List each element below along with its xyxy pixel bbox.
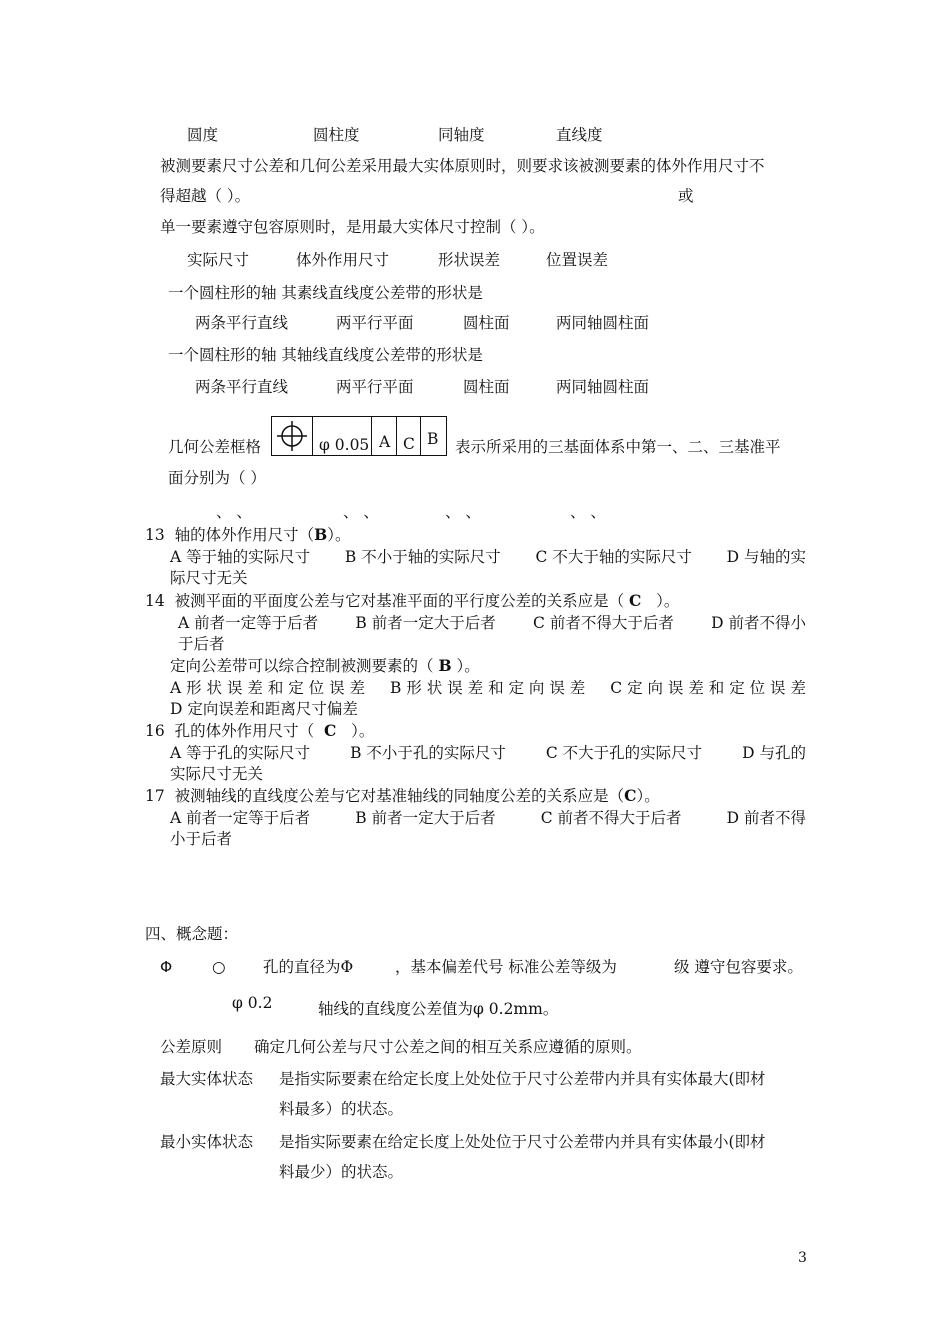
question-text: 被测平面的平面度公差与它对基准平面的平行度公差的关系应是（ (174, 592, 625, 610)
option-b: B 形 状 误 差 和 定 向 误 差 (390, 679, 586, 697)
frame-symbol-cell (272, 417, 313, 455)
question-14-stem (145, 591, 679, 611)
option-coaxial-cylinders: 两同轴圆柱面 (556, 314, 650, 332)
option-a: A 等于孔的实际尺寸 (170, 744, 311, 762)
answer: B (438, 656, 452, 675)
option-b: B 不小于孔的实际尺寸 (350, 744, 506, 762)
concept-line2-text: 轴线的直线度公差值为φ 0.2mm。 (318, 1000, 559, 1018)
question-13-continuation: 际尺寸无关 (170, 569, 248, 587)
option-coaxiality: 同轴度 (438, 126, 485, 144)
question-15-continuation: D 定向误差和距离尺寸偏差 (170, 700, 358, 718)
question-14-options (178, 613, 806, 633)
question-17-options (170, 808, 806, 828)
frame-datum-c: C (403, 435, 415, 453)
question-number: 13 (145, 526, 165, 544)
option-a: A 前者一定等于后者 (170, 809, 311, 827)
frame-datum-b: B (427, 430, 439, 448)
option-b: B 不小于轴的实际尺寸 (344, 548, 501, 566)
tolerance-frame (271, 416, 447, 456)
option-a: A 形 状 误 差 和 定 位 误 差 (170, 679, 366, 697)
frame-tolerance: φ 0.05 (319, 436, 370, 454)
straightness-tolerance-value: φ 0.2 (232, 994, 273, 1012)
option-d: D 与轴的实 (726, 548, 806, 566)
concept-line1-text: 孔的直径为Φ (263, 958, 354, 976)
frame-option-b: 、 、 (343, 503, 379, 521)
definition-mmc-cont: 料最多）的状态。 (279, 1100, 404, 1118)
option-two-parallel-planes: 两平行平面 (336, 314, 414, 332)
question-15-options (170, 678, 806, 698)
frame-option-d: 、 、 (570, 503, 606, 521)
frame-option-a: 、 、 (216, 503, 252, 521)
answer: C (629, 591, 642, 610)
question-text: 定向公差带可以综合控制被测要素的（ (170, 657, 434, 675)
phi-symbol: Φ (160, 958, 173, 976)
question-text: 轴的体外作用尺寸（ (174, 526, 315, 544)
answer: C (624, 786, 637, 805)
option-cylindricity: 圆柱度 (313, 126, 360, 144)
question-text-end: ）。 (327, 526, 351, 544)
question-number: 16 (145, 722, 165, 740)
option-position-error: 位置误差 (546, 251, 609, 269)
question-mmc-line2: 得超越（ ）。 (160, 187, 251, 205)
frame-datum-c-cell (397, 417, 421, 455)
question-16-options (170, 743, 806, 763)
page-number: 3 (798, 1250, 807, 1266)
question-15-stem (170, 656, 480, 676)
envelope-circle-icon: ○ (212, 958, 226, 976)
definition-mmc: 是指实际要素在给定长度上处处位于尺寸公差带内并具有实体最大(即材 (279, 1070, 766, 1088)
definition-lmc-cont: 料最少）的状态。 (279, 1163, 404, 1181)
question-13-stem (145, 525, 350, 545)
option-coaxial-cylinders: 两同轴圆柱面 (556, 378, 650, 396)
question-envelope-line: 单一要素遵守包容原则时，是用最大实体尺寸控制（ ）。 (160, 218, 545, 236)
frame-tolerance-cell (313, 417, 372, 455)
question-16-stem (145, 721, 374, 741)
question-14-continuation: 于后者 (178, 635, 225, 653)
question-13-options (170, 547, 806, 567)
frame-prefix: 几何公差框格 (168, 438, 262, 456)
option-two-parallel-planes: 两平行平面 (336, 378, 414, 396)
answer: C (323, 721, 337, 740)
option-straightness: 直线度 (556, 126, 603, 144)
concept-line1-mid: ，基本偏差代号 标准公差等级为 (395, 958, 617, 976)
question-17-continuation: 小于后者 (170, 830, 233, 848)
option-a: A 等于轴的实际尺寸 (170, 548, 311, 566)
question-text: 孔的体外作用尺寸（ (174, 722, 315, 740)
option-c: C 前者不得大于后者 (533, 614, 674, 632)
option-cylinder: 圆柱面 (463, 378, 510, 396)
option-a: A 前者一定等于后者 (178, 614, 319, 632)
question-text: 被测轴线的直线度公差与它对基准轴线的同轴度公差的关系应是（ (174, 787, 625, 805)
position-icon (272, 417, 312, 455)
definition-tolerance-principle: 确定几何公差与尺寸公差之间的相互关系应遵循的原则。 (254, 1038, 642, 1056)
option-c: C 定 向 误 差 和 定 位 误 差 (610, 679, 806, 697)
question-element-line: 一个圆柱形的轴 其素线直线度公差带的形状是 (168, 284, 483, 302)
option-c: C 前者不得大于后者 (540, 809, 682, 827)
frame-datum-a-cell (372, 417, 397, 455)
question-text-end: ）。 (456, 657, 480, 675)
concept-line1-end: 级 遵守包容要求。 (674, 958, 803, 976)
option-d: D 前者不得小 (711, 614, 806, 632)
question-mmc-or: 或 (678, 187, 694, 205)
option-virtual-size: 体外作用尺寸 (296, 251, 390, 269)
option-two-parallel-lines: 两条平行直线 (195, 314, 289, 332)
term-tolerance-principle: 公差原则 (160, 1038, 223, 1056)
question-mmc-line1: 被测要素尺寸公差和几何公差采用最大实体原则时，则要求该被测要素的体外作用尺寸不 (160, 157, 765, 175)
definition-lmc: 是指实际要素在给定长度上处处位于尺寸公差带内并具有实体最小(即材 (279, 1133, 766, 1151)
option-form-error: 形状误差 (438, 251, 501, 269)
option-actual-size: 实际尺寸 (187, 251, 250, 269)
frame-line2: 面分别为（ ） (168, 469, 266, 487)
option-b: B 前者一定大于后者 (355, 614, 496, 632)
question-number: 14 (145, 592, 165, 610)
term-lmc: 最小实体状态 (160, 1133, 254, 1151)
question-text-end: ）。 (351, 722, 375, 740)
question-16-continuation: 实际尺寸无关 (170, 765, 264, 783)
option-c: C 不大于轴的实际尺寸 (535, 548, 692, 566)
option-cylinder: 圆柱面 (463, 314, 510, 332)
option-b: B 前者一定大于后者 (355, 809, 496, 827)
frame-datum-a: A (379, 433, 391, 451)
option-roundness: 圆度 (187, 126, 219, 144)
term-mmc: 最大实体状态 (160, 1070, 254, 1088)
answer: B (314, 525, 328, 544)
option-c: C 不大于孔的实际尺寸 (545, 744, 703, 762)
question-number: 17 (145, 787, 165, 805)
option-d: D 前者不得 (726, 809, 806, 827)
frame-datum-b-cell (421, 417, 446, 455)
frame-option-c: 、 、 (445, 503, 481, 521)
question-17-stem (145, 786, 660, 806)
question-axis-line: 一个圆柱形的轴 其轴线直线度公差带的形状是 (168, 346, 483, 364)
option-two-parallel-lines: 两条平行直线 (195, 378, 289, 396)
option-d: D 与孔的 (742, 744, 806, 762)
frame-suffix: 表示所采用的三基面体系中第一、二、三基准平 (455, 438, 781, 456)
section-heading: 四、概念题： (145, 925, 239, 943)
question-text-end: ）。 (636, 787, 660, 805)
question-text-end: ）。 (656, 592, 680, 610)
